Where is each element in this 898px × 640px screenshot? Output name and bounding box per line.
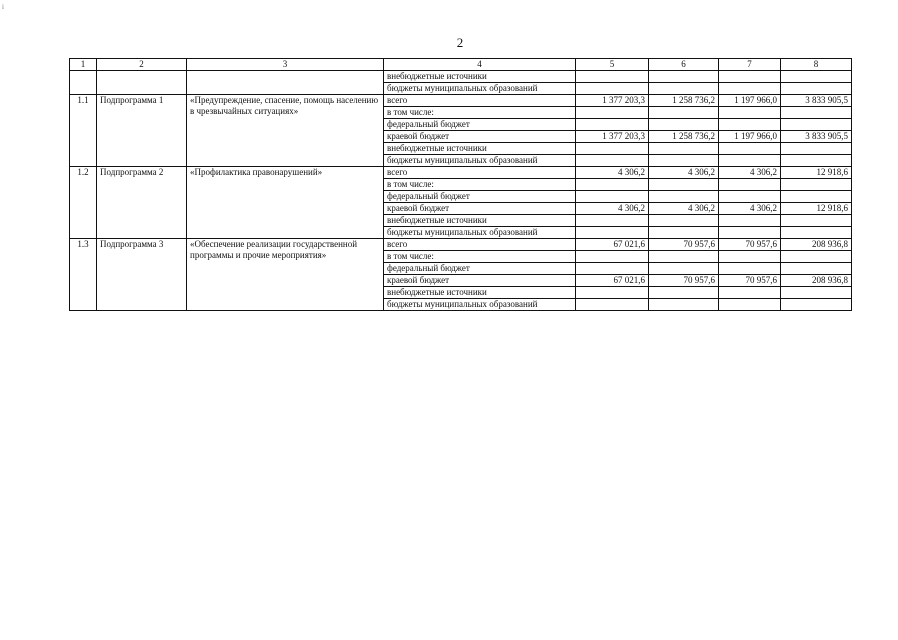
source-label: бюджеты муниципальных образований	[384, 299, 576, 311]
source-label: всего	[384, 239, 576, 251]
source-label: в том числе:	[384, 107, 576, 119]
amount-cell	[576, 263, 649, 275]
table-row	[70, 239, 852, 251]
amount-cell	[649, 155, 719, 167]
amount-cell: 70 957,6	[719, 275, 781, 287]
amount-cell	[576, 155, 649, 167]
table-row	[70, 167, 852, 179]
amount-cell	[719, 251, 781, 263]
budget-table	[69, 58, 852, 311]
amount-cell: 12 918,6	[781, 203, 852, 215]
amount-cell: 4 306,2	[719, 203, 781, 215]
header-cell: 7	[719, 59, 781, 71]
amount-cell: 3 833 905,5	[781, 95, 852, 107]
amount-cell	[719, 227, 781, 239]
amount-cell	[781, 155, 852, 167]
table-row	[70, 95, 852, 107]
empty-cell	[187, 71, 384, 95]
subprogram-name: Подпрограмма 3	[97, 239, 187, 311]
amount-cell	[719, 287, 781, 299]
amount-cell	[649, 143, 719, 155]
amount-cell	[719, 143, 781, 155]
amount-cell	[781, 263, 852, 275]
amount-cell	[649, 227, 719, 239]
amount-cell	[719, 299, 781, 311]
amount-cell	[576, 83, 649, 95]
source-label: в том числе:	[384, 179, 576, 191]
amount-cell	[649, 191, 719, 203]
source-label: краевой бюджет	[384, 131, 576, 143]
page-number: 2	[456, 35, 464, 50]
amount-cell	[649, 83, 719, 95]
subprogram-title: «Профилактика правонарушений»	[187, 167, 384, 239]
source-label: краевой бюджет	[384, 203, 576, 215]
amount-cell: 12 918,6	[781, 167, 852, 179]
amount-cell	[719, 179, 781, 191]
amount-cell	[781, 107, 852, 119]
amount-cell	[781, 287, 852, 299]
amount-cell	[781, 191, 852, 203]
empty-cell	[97, 71, 187, 95]
subprogram-number: 1.2	[70, 167, 97, 239]
subprogram-title: «Предупреждение, спасение, помощь населению в чрезвычайных ситуациях»	[187, 95, 384, 167]
amount-cell	[649, 119, 719, 131]
amount-cell	[781, 227, 852, 239]
amount-cell	[649, 251, 719, 263]
header-cell: 5	[576, 59, 649, 71]
amount-cell	[576, 299, 649, 311]
amount-cell	[719, 191, 781, 203]
amount-cell: 70 957,6	[649, 239, 719, 251]
header-cell: 1	[70, 59, 97, 71]
source-label: федеральный бюджет	[384, 191, 576, 203]
amount-cell	[649, 215, 719, 227]
header-cell: 4	[384, 59, 576, 71]
amount-cell	[649, 179, 719, 191]
subprogram-title: «Обеспечение реализации государственной программы и прочие мероприятия»	[187, 239, 384, 311]
amount-cell	[781, 119, 852, 131]
source-label: всего	[384, 167, 576, 179]
amount-cell	[719, 83, 781, 95]
amount-cell: 1 377 203,3	[576, 131, 649, 143]
amount-cell	[719, 263, 781, 275]
amount-cell	[781, 143, 852, 155]
source-label: федеральный бюджет	[384, 119, 576, 131]
amount-cell	[576, 119, 649, 131]
amount-cell	[781, 251, 852, 263]
amount-cell	[576, 71, 649, 83]
amount-cell	[576, 143, 649, 155]
amount-cell: 70 957,6	[719, 239, 781, 251]
amount-cell	[781, 83, 852, 95]
empty-cell	[70, 71, 97, 95]
source-label: федеральный бюджет	[384, 263, 576, 275]
amount-cell	[781, 71, 852, 83]
amount-cell: 1 258 736,2	[649, 95, 719, 107]
source-label: бюджеты муниципальных образований	[384, 155, 576, 167]
amount-cell: 3 833 905,5	[781, 131, 852, 143]
amount-cell: 4 306,2	[649, 203, 719, 215]
header-cell: 8	[781, 59, 852, 71]
subprogram-number: 1.3	[70, 239, 97, 311]
amount-cell	[649, 71, 719, 83]
amount-cell	[576, 215, 649, 227]
amount-cell	[719, 215, 781, 227]
amount-cell: 208 936,8	[781, 275, 852, 287]
amount-cell	[649, 263, 719, 275]
amount-cell: 67 021,6	[576, 239, 649, 251]
subprogram-number: 1.1	[70, 95, 97, 167]
amount-cell: 4 306,2	[576, 167, 649, 179]
amount-cell	[576, 287, 649, 299]
source-label: бюджеты муниципальных образований	[384, 227, 576, 239]
amount-cell	[781, 215, 852, 227]
source-label: внебюджетные источники	[384, 71, 576, 83]
amount-cell	[576, 107, 649, 119]
source-label: бюджеты муниципальных образований	[384, 83, 576, 95]
source-label: всего	[384, 95, 576, 107]
amount-cell	[649, 287, 719, 299]
amount-cell	[781, 299, 852, 311]
source-label: в том числе:	[384, 251, 576, 263]
amount-cell: 1 258 736,2	[649, 131, 719, 143]
amount-cell: 4 306,2	[576, 203, 649, 215]
amount-cell: 208 936,8	[781, 239, 852, 251]
source-label: внебюджетные источники	[384, 215, 576, 227]
amount-cell	[719, 155, 781, 167]
header-cell: 2	[97, 59, 187, 71]
amount-cell	[576, 227, 649, 239]
amount-cell: 1 197 966,0	[719, 131, 781, 143]
amount-cell	[719, 107, 781, 119]
amount-cell	[719, 119, 781, 131]
amount-cell	[649, 107, 719, 119]
header-cell: 3	[187, 59, 384, 71]
amount-cell: 1 197 966,0	[719, 95, 781, 107]
source-label: краевой бюджет	[384, 275, 576, 287]
table-row	[70, 71, 852, 83]
amount-cell: 4 306,2	[719, 167, 781, 179]
subprogram-name: Подпрограмма 1	[97, 95, 187, 167]
header-row	[70, 59, 852, 71]
amount-cell	[781, 179, 852, 191]
amount-cell: 4 306,2	[649, 167, 719, 179]
amount-cell	[576, 251, 649, 263]
amount-cell	[719, 71, 781, 83]
source-label: внебюджетные источники	[384, 143, 576, 155]
source-label: внебюджетные источники	[384, 287, 576, 299]
amount-cell	[649, 299, 719, 311]
header-cell: 6	[649, 59, 719, 71]
amount-cell: 1 377 203,3	[576, 95, 649, 107]
amount-cell: 70 957,6	[649, 275, 719, 287]
amount-cell	[576, 191, 649, 203]
amount-cell	[576, 179, 649, 191]
subprogram-name: Подпрограмма 2	[97, 167, 187, 239]
margin-mark: i	[2, 3, 4, 11]
amount-cell: 67 021,6	[576, 275, 649, 287]
